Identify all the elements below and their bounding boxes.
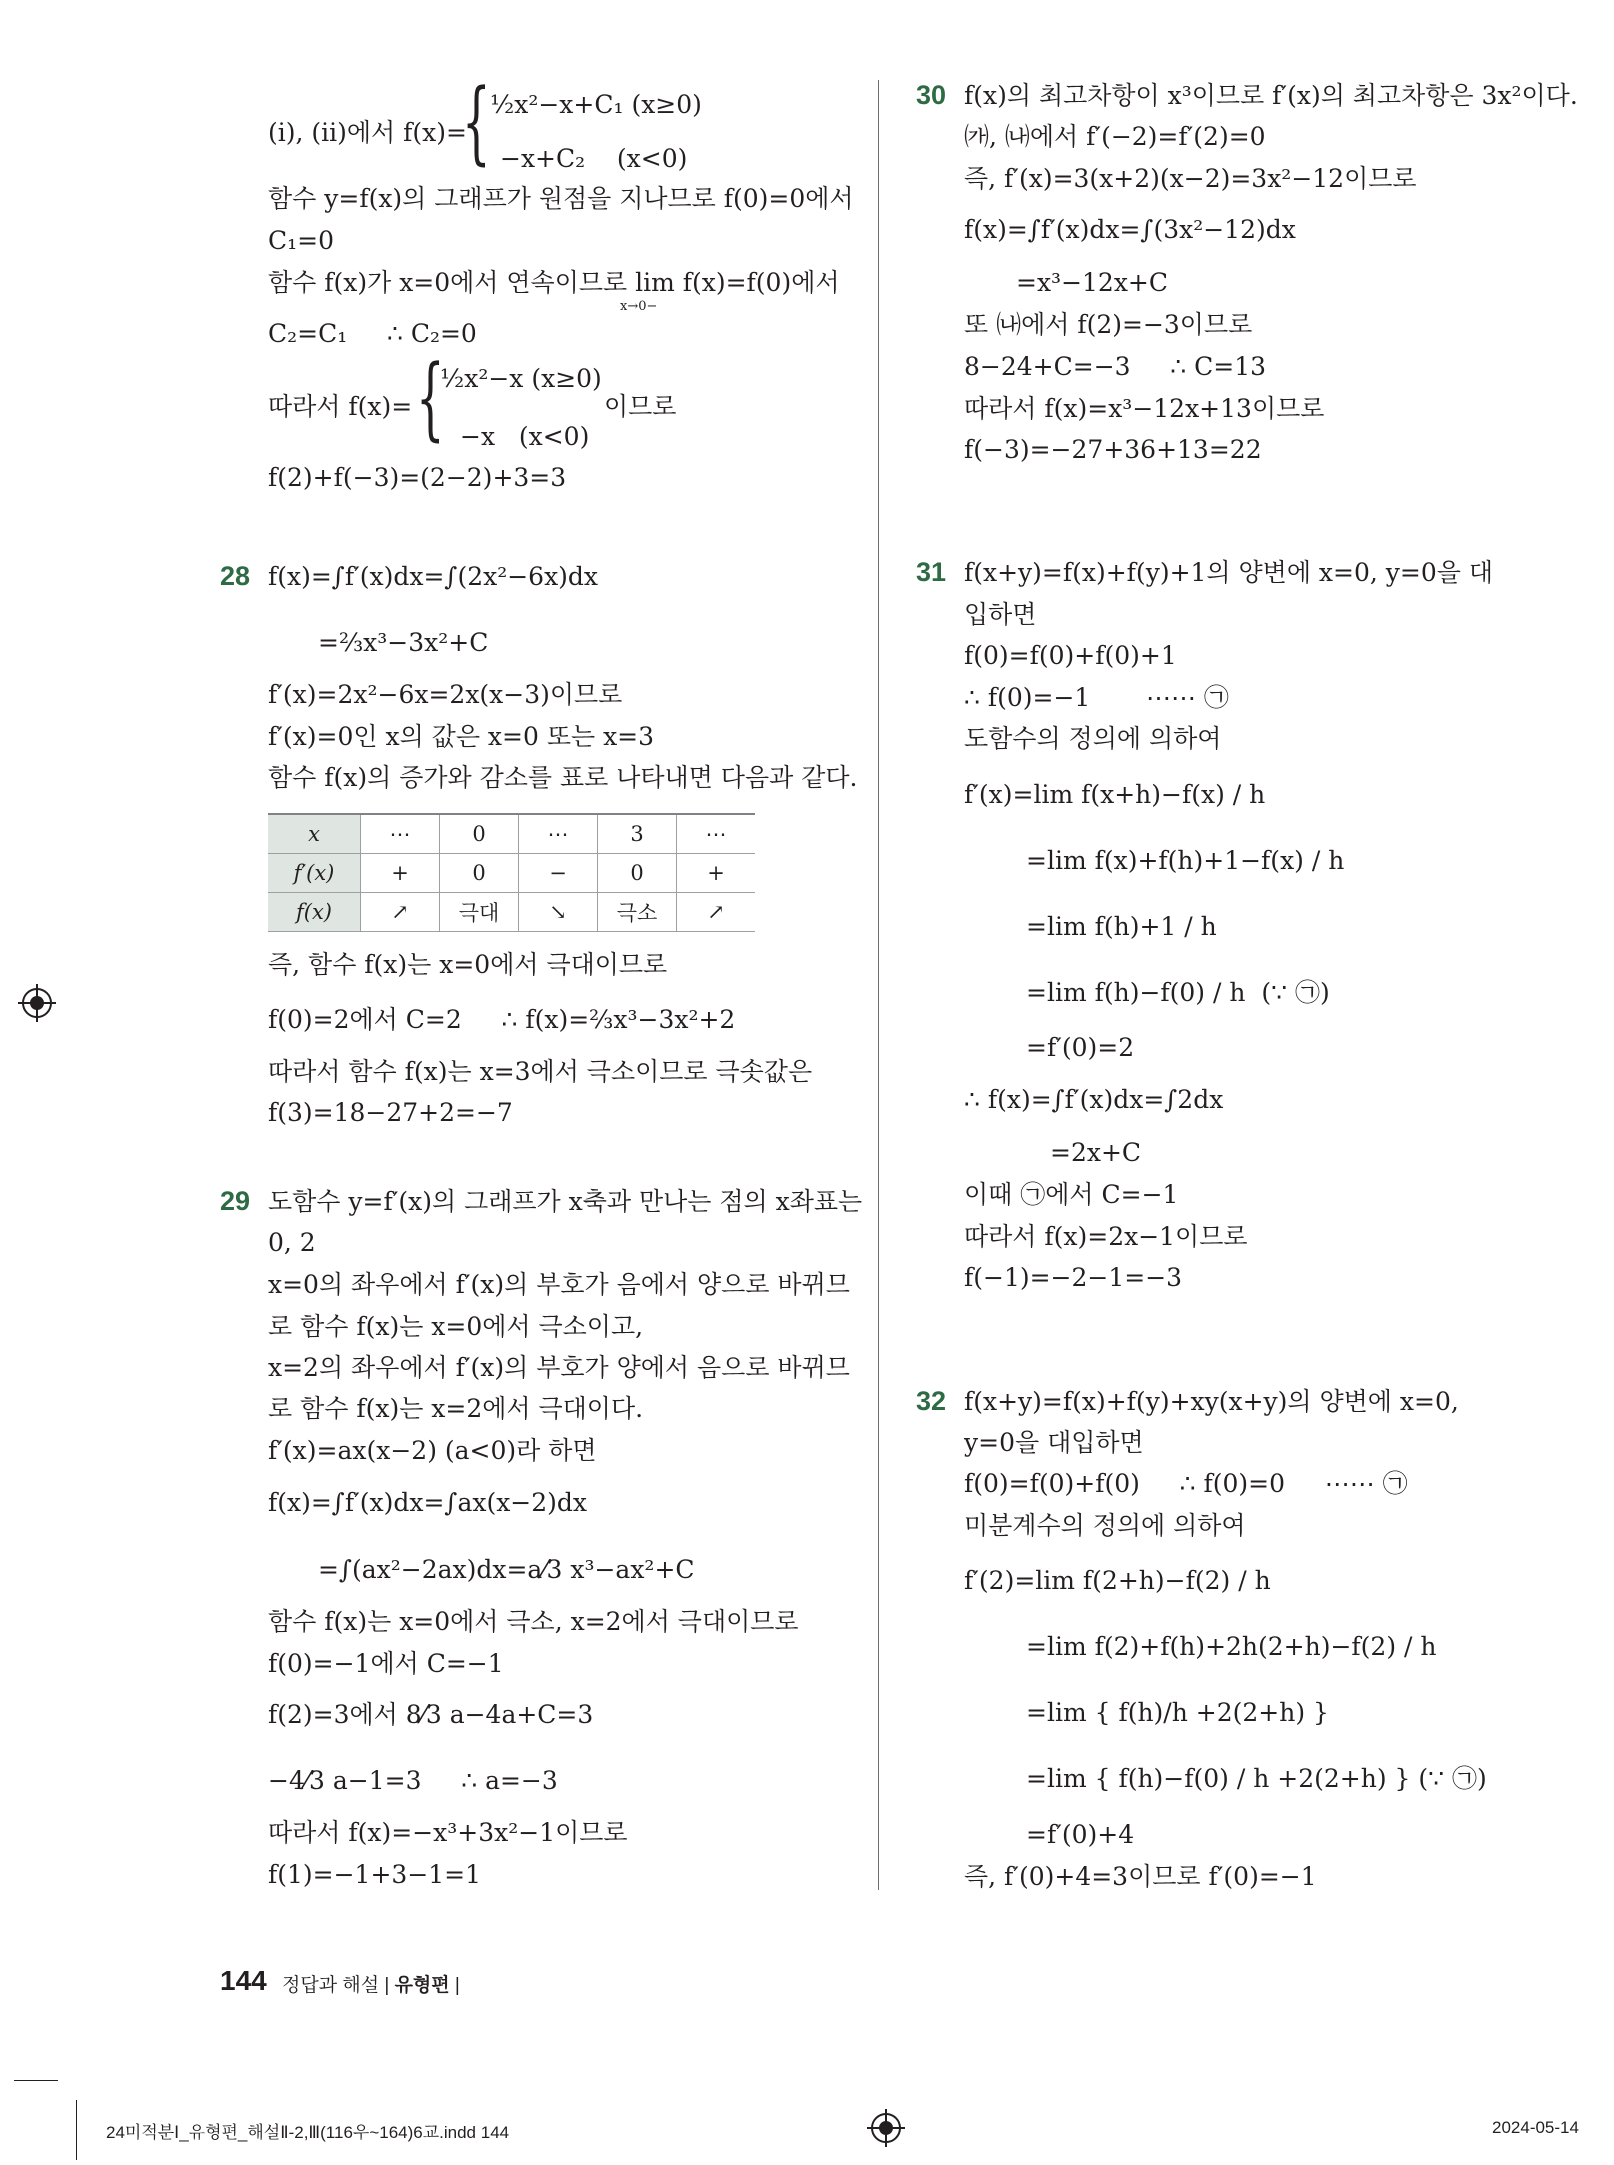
text-line: =lim { f(h)/h +2(2+h) } bbox=[1026, 1698, 1329, 1727]
text-line: f(−3)=−27+36+13=22 bbox=[964, 435, 1262, 464]
brace-symbol: { bbox=[462, 70, 491, 175]
footer-separator: | bbox=[384, 1975, 395, 1996]
table-cell: 3 bbox=[598, 814, 677, 854]
table-cell: 0 bbox=[440, 854, 519, 893]
text-line: f(x)=∫f′(x)dx=∫ax(x−2)dx bbox=[268, 1488, 588, 1517]
text-line: f(2)=3에서 8⁄3 a−4a+C=3 bbox=[268, 1700, 594, 1729]
text-line: 입하면 bbox=[964, 600, 1037, 629]
text-line: 도함수 y=f′(x)의 그래프가 x축과 만나는 점의 x좌표는 bbox=[268, 1187, 863, 1216]
text-line: f(3)=18−27+2=−7 bbox=[268, 1098, 513, 1127]
table-cell: ⋯ bbox=[361, 814, 440, 854]
text-line: f(0)=2에서 C=2 ∴ f(x)=⅔x³−3x²+2 bbox=[268, 1005, 736, 1034]
text-line: =⅔x³−3x²+C bbox=[318, 628, 489, 657]
text-line: y=0을 대입하면 bbox=[964, 1428, 1144, 1457]
text-line: =f′(0)+4 bbox=[1026, 1820, 1135, 1849]
text-line: 이때 ㉠에서 C=−1 bbox=[964, 1180, 1179, 1209]
table-cell: + bbox=[361, 854, 440, 893]
table-cell: − bbox=[519, 854, 598, 893]
text-line: f(x+y)=f(x)+f(y)+xy(x+y)의 양변에 x=0, bbox=[964, 1387, 1459, 1416]
registration-mark-icon bbox=[22, 988, 52, 1018]
text-line: 따라서 f(x)=2x−1이므로 bbox=[964, 1222, 1248, 1251]
table-row bbox=[268, 854, 755, 893]
table-cell: ↗ bbox=[361, 893, 440, 932]
text-line: 따라서 f(x)= bbox=[268, 392, 413, 421]
text-line: f(2)+f(−3)=(2−2)+3=3 bbox=[268, 463, 567, 492]
text-line: 따라서 함수 f(x)는 x=3에서 극소이므로 극솟값은 bbox=[268, 1057, 813, 1086]
text-line: 0, 2 bbox=[268, 1228, 316, 1257]
text-line: 함수 f(x)의 증가와 감소를 표로 나타내면 다음과 같다. bbox=[268, 763, 858, 792]
text-line: −x+C₂ (x<0) bbox=[500, 144, 688, 173]
text-line: 미분계수의 정의에 의하여 bbox=[964, 1511, 1246, 1540]
text-line: 함수 f(x)가 x=0에서 연속이므로 lim f(x)=f(0)에서 bbox=[268, 268, 840, 297]
print-date: 2024-05-14 bbox=[1492, 2118, 1579, 2137]
text-line: 8−24+C=−3 ∴ C=13 bbox=[964, 352, 1267, 381]
text-line: −4⁄3 a−1=3 ∴ a=−3 bbox=[268, 1766, 558, 1795]
text-line: 함수 f(x)는 x=0에서 극소, x=2에서 극대이므로 bbox=[268, 1607, 799, 1636]
text-line: −x (x<0) bbox=[460, 422, 590, 451]
text-line: =x³−12x+C bbox=[1016, 268, 1169, 297]
table-row bbox=[268, 814, 755, 854]
table-header-cell: f′(x) bbox=[268, 854, 361, 893]
text-line: =lim f(x)+f(h)+1−f(x) / h bbox=[1026, 846, 1345, 875]
text-line: 로 함수 f(x)는 x=0에서 극소이고, bbox=[268, 1312, 644, 1341]
text-line: 따라서 f(x)=−x³+3x²−1이므로 bbox=[268, 1818, 628, 1847]
text-line: f(x+y)=f(x)+f(y)+1의 양변에 x=0, y=0을 대 bbox=[964, 558, 1493, 587]
text-line: f(0)=−1에서 C=−1 bbox=[268, 1649, 504, 1678]
text-line: 도함수의 정의에 의하여 bbox=[964, 724, 1222, 753]
text-line: 또 ㈏에서 f(2)=−3이므로 bbox=[964, 310, 1253, 339]
text-line: x=2의 좌우에서 f′(x)의 부호가 양에서 음으로 바뀌므 bbox=[268, 1353, 850, 1382]
table-header-cell: f(x) bbox=[268, 893, 361, 932]
brace-symbol: { bbox=[416, 346, 445, 451]
text-line: f(x)=∫f′(x)dx=∫(2x²−6x)dx bbox=[268, 562, 599, 591]
crop-mark bbox=[14, 2080, 58, 2081]
text-line: ½x²−x+C₁ (x≥0) bbox=[490, 90, 702, 119]
crop-mark bbox=[76, 2100, 77, 2160]
text-line: 함수 y=f(x)의 그래프가 원점을 지나므로 f(0)=0에서 bbox=[268, 184, 854, 213]
table-row bbox=[268, 893, 755, 932]
footer-separator: | bbox=[454, 1975, 460, 1996]
sign-table bbox=[268, 813, 755, 932]
text-line: f(x)=∫f′(x)dx=∫(3x²−12)dx bbox=[964, 215, 1296, 244]
footer-section: 유형편 bbox=[394, 1975, 450, 1996]
page-number: 144 bbox=[220, 1965, 267, 1996]
text-line: ½x²−x (x≥0) bbox=[440, 364, 602, 393]
limit-subscript: x→0− bbox=[620, 299, 658, 314]
registration-mark-icon bbox=[871, 2113, 901, 2143]
text-line: 로 함수 f(x)는 x=2에서 극대이다. bbox=[268, 1394, 644, 1423]
text-line: 즉, f′(x)=3(x+2)(x−2)=3x²−12이므로 bbox=[964, 164, 1417, 193]
text-line: =∫(ax²−2ax)dx=a⁄3 x³−ax²+C bbox=[318, 1555, 695, 1584]
text-line: f(x)의 최고차항이 x³이므로 f′(x)의 최고차항은 3x²이다. bbox=[964, 81, 1578, 110]
text-line: f(−1)=−2−1=−3 bbox=[964, 1263, 1183, 1292]
text-line: f′(x)=lim f(x+h)−f(x) / h bbox=[964, 780, 1266, 809]
table-cell: ↗ bbox=[677, 893, 756, 932]
table-cell: 극소 bbox=[598, 893, 677, 932]
problem-number: 30 bbox=[916, 80, 947, 110]
table-cell: + bbox=[677, 854, 756, 893]
text-line: (ⅰ), (ⅱ)에서 f(x)= bbox=[268, 118, 467, 147]
text-line: =lim f(h)+1 / h bbox=[1026, 912, 1217, 941]
text-line: 즉, f′(0)+4=3이므로 f′(0)=−1 bbox=[964, 1862, 1317, 1891]
text-line: 즉, 함수 f(x)는 x=0에서 극대이므로 bbox=[268, 950, 668, 979]
text-line: ∴ f(0)=−1 ⋯⋯ ㉠ bbox=[964, 683, 1229, 712]
text-line: C₂=C₁ ∴ C₂=0 bbox=[268, 319, 477, 348]
page-footer-label bbox=[282, 1970, 460, 1997]
text-line: f′(x)=2x²−6x=2x(x−3)이므로 bbox=[268, 680, 623, 709]
text-line: f(0)=f(0)+f(0) ∴ f(0)=0 ⋯⋯ ㉠ bbox=[964, 1469, 1408, 1498]
print-file-info: 24미적분Ⅰ_유형편_해설Ⅱ-2,Ⅲ(116우~164)6교.indd 144 bbox=[106, 2123, 510, 2142]
text-line: =f′(0)=2 bbox=[1026, 1033, 1135, 1062]
text-line: f(1)=−1+3−1=1 bbox=[268, 1860, 482, 1889]
column-divider bbox=[878, 80, 879, 1890]
text-line: C₁=0 bbox=[268, 226, 335, 255]
text-line: 따라서 f(x)=x³−12x+13이므로 bbox=[964, 394, 1325, 423]
text-line: =lim { f(h)−f(0) / h +2(2+h) } (∵ ㉠) bbox=[1026, 1764, 1487, 1793]
text-line: ㈎, ㈏에서 f′(−2)=f′(2)=0 bbox=[964, 122, 1266, 151]
text-line: =2x+C bbox=[1050, 1138, 1142, 1167]
table-cell: ⋯ bbox=[519, 814, 598, 854]
table-cell: 0 bbox=[440, 814, 519, 854]
text-line: ∴ f(x)=∫f′(x)dx=∫2dx bbox=[964, 1085, 1224, 1114]
table-cell: ↘ bbox=[519, 893, 598, 932]
problem-number: 32 bbox=[916, 1386, 947, 1416]
footer-label: 정답과 해설 bbox=[282, 1975, 380, 1996]
problem-number: 29 bbox=[220, 1186, 251, 1216]
table-cell: ⋯ bbox=[677, 814, 756, 854]
table-cell: 극대 bbox=[440, 893, 519, 932]
table-header-cell: x bbox=[268, 814, 361, 854]
text-line: f′(x)=0인 x의 값은 x=0 또는 x=3 bbox=[268, 722, 655, 751]
problem-number: 28 bbox=[220, 561, 251, 591]
table-cell: 0 bbox=[598, 854, 677, 893]
text-line: =lim f(h)−f(0) / h (∵ ㉠) bbox=[1026, 978, 1330, 1007]
text-line: f(0)=f(0)+f(0)+1 bbox=[964, 641, 1177, 670]
problem-number: 31 bbox=[916, 557, 947, 587]
text-line: f′(x)=ax(x−2) (a<0)라 하면 bbox=[268, 1436, 597, 1465]
text-line: f′(2)=lim f(2+h)−f(2) / h bbox=[964, 1566, 1271, 1595]
text-line: x=0의 좌우에서 f′(x)의 부호가 음에서 양으로 바뀌므 bbox=[268, 1270, 850, 1299]
text-line: =lim f(2)+f(h)+2h(2+h)−f(2) / h bbox=[1026, 1632, 1437, 1661]
text-line: 이므로 bbox=[604, 392, 677, 421]
